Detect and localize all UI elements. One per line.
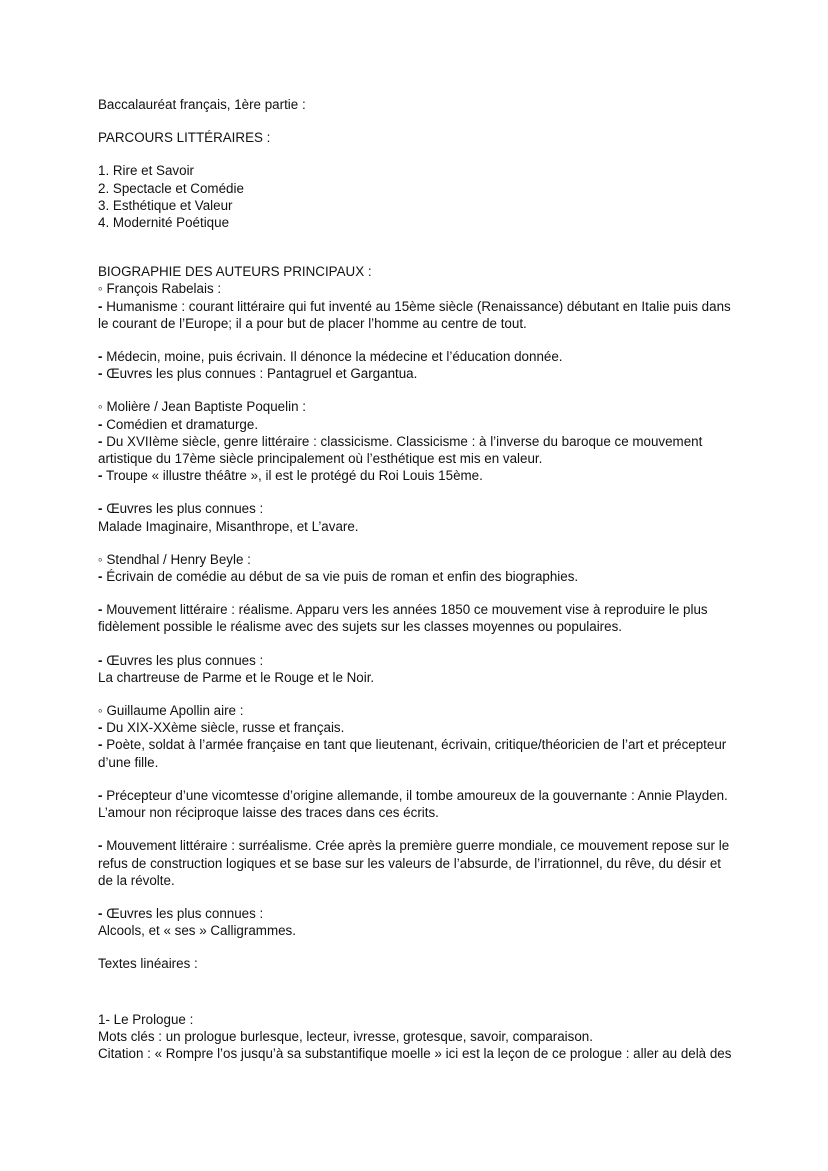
bio-entry: - Écrivain de comédie au début de sa vie puis de roman et enfin des biographies. [98,569,579,585]
prologue-title: 1- Le Prologue : [98,1011,194,1027]
works-list: Alcools, et « ses » Calligrammes. [98,923,296,939]
bio-entry: - Mouvement littéraire : surréalisme. Crée après la première guerre mondiale, ce mouvement repose sur le refus de construction logiques et se base sur les valeurs de l’absurde, de l’irrationnel, du rêve, du désir et de la révolte. [98,838,730,888]
textes-title: Textes linéaires : [98,956,198,972]
quotation: Citation : « Rompre l’os jusqu’à sa substantifique moelle » ici est la leçon de ce prologue : aller au delà des [98,1045,732,1061]
bio-entry: - Du XIX-XXème siècle, russe et français. [98,720,345,736]
author-name: ◦ Stendhal / Henry Beyle : [98,551,251,567]
bio-entry: - Médecin, moine, puis écrivain. Il dénonce la médecine et l’éducation donnée. [98,349,563,365]
author-name: ◦ Molière / Jean Baptiste Poquelin : [98,399,306,415]
parcours-item: 2. Spectacle et Comédie [98,180,244,196]
bac-heading: Baccalauréat français, 1ère partie : [98,97,306,112]
author-name: ◦ François Rabelais : [98,281,222,297]
author-name: ◦ Guillaume Apollin aire : [98,703,244,719]
bio-entry: - Œuvres les plus connues : [98,501,264,517]
parcours-title: PARCOURS LITTÉRAIRES : [98,130,271,146]
bio-title: BIOGRAPHIE DES AUTEURS PRINCIPAUX : [98,264,372,280]
bio-entry: - Œuvres les plus connues : [98,905,264,921]
bio-entry: - Troupe « illustre théâtre », il est le protégé du Roi Louis 15ème. [98,468,483,484]
works-list: La chartreuse de Parme et le Rouge et le Noir. [98,669,375,685]
keywords: Mots clés : un prologue burlesque, lecteur, ivresse, grotesque, savoir, comparaison. [98,1028,593,1044]
works-list: Malade Imaginaire, Misanthrope, et L’avare. [98,518,359,534]
parcours-item: 3. Esthétique et Valeur [98,197,233,213]
bio-entry: - Comédien et dramaturge. [98,416,259,432]
bio-entry: - Précepteur d’une vicomtesse d’origine allemande, il tombe amoureux de la gouvernante : Annie Playden. L’amour non réciproque laisse des traces dans ces écrits. [98,787,728,821]
bio-entry: - Humanisme : courant littéraire qui fut inventé au 15ème siècle (Renaissance) débutant en Italie puis dans le courant de l’Europe; il a pour but de placer l’homme au centre de tout. [98,298,731,331]
bio-entry: - Poète, soldat à l’armée française en tant que lieutenant, écrivain, critique/théoricien de l’art et précepteur d’une fille. [98,737,727,770]
document-page [98,96,738,1062]
parcours-item: 1. Rire et Savoir [98,163,195,179]
bio-entry: - Œuvres les plus connues : Pantagruel et Gargantua. [98,366,418,382]
bio-entry: - Œuvres les plus connues : [98,652,264,668]
bio-entry: - Mouvement littéraire : réalisme. Apparu vers les années 1850 ce mouvement vise à reproduire le plus fidèlement possible le réalisme avec des sujets sur les classes moyennes ou populaires. [98,602,708,635]
parcours-item: 4. Modernité Poétique [98,215,230,231]
bio-entry: - Du XVIIème siècle, genre littéraire : classicisme. Classicisme : à l’inverse du baroque ce mouvement artistique du 17ème siècle principalement où l’esthétique est mis en valeur. [98,433,703,467]
